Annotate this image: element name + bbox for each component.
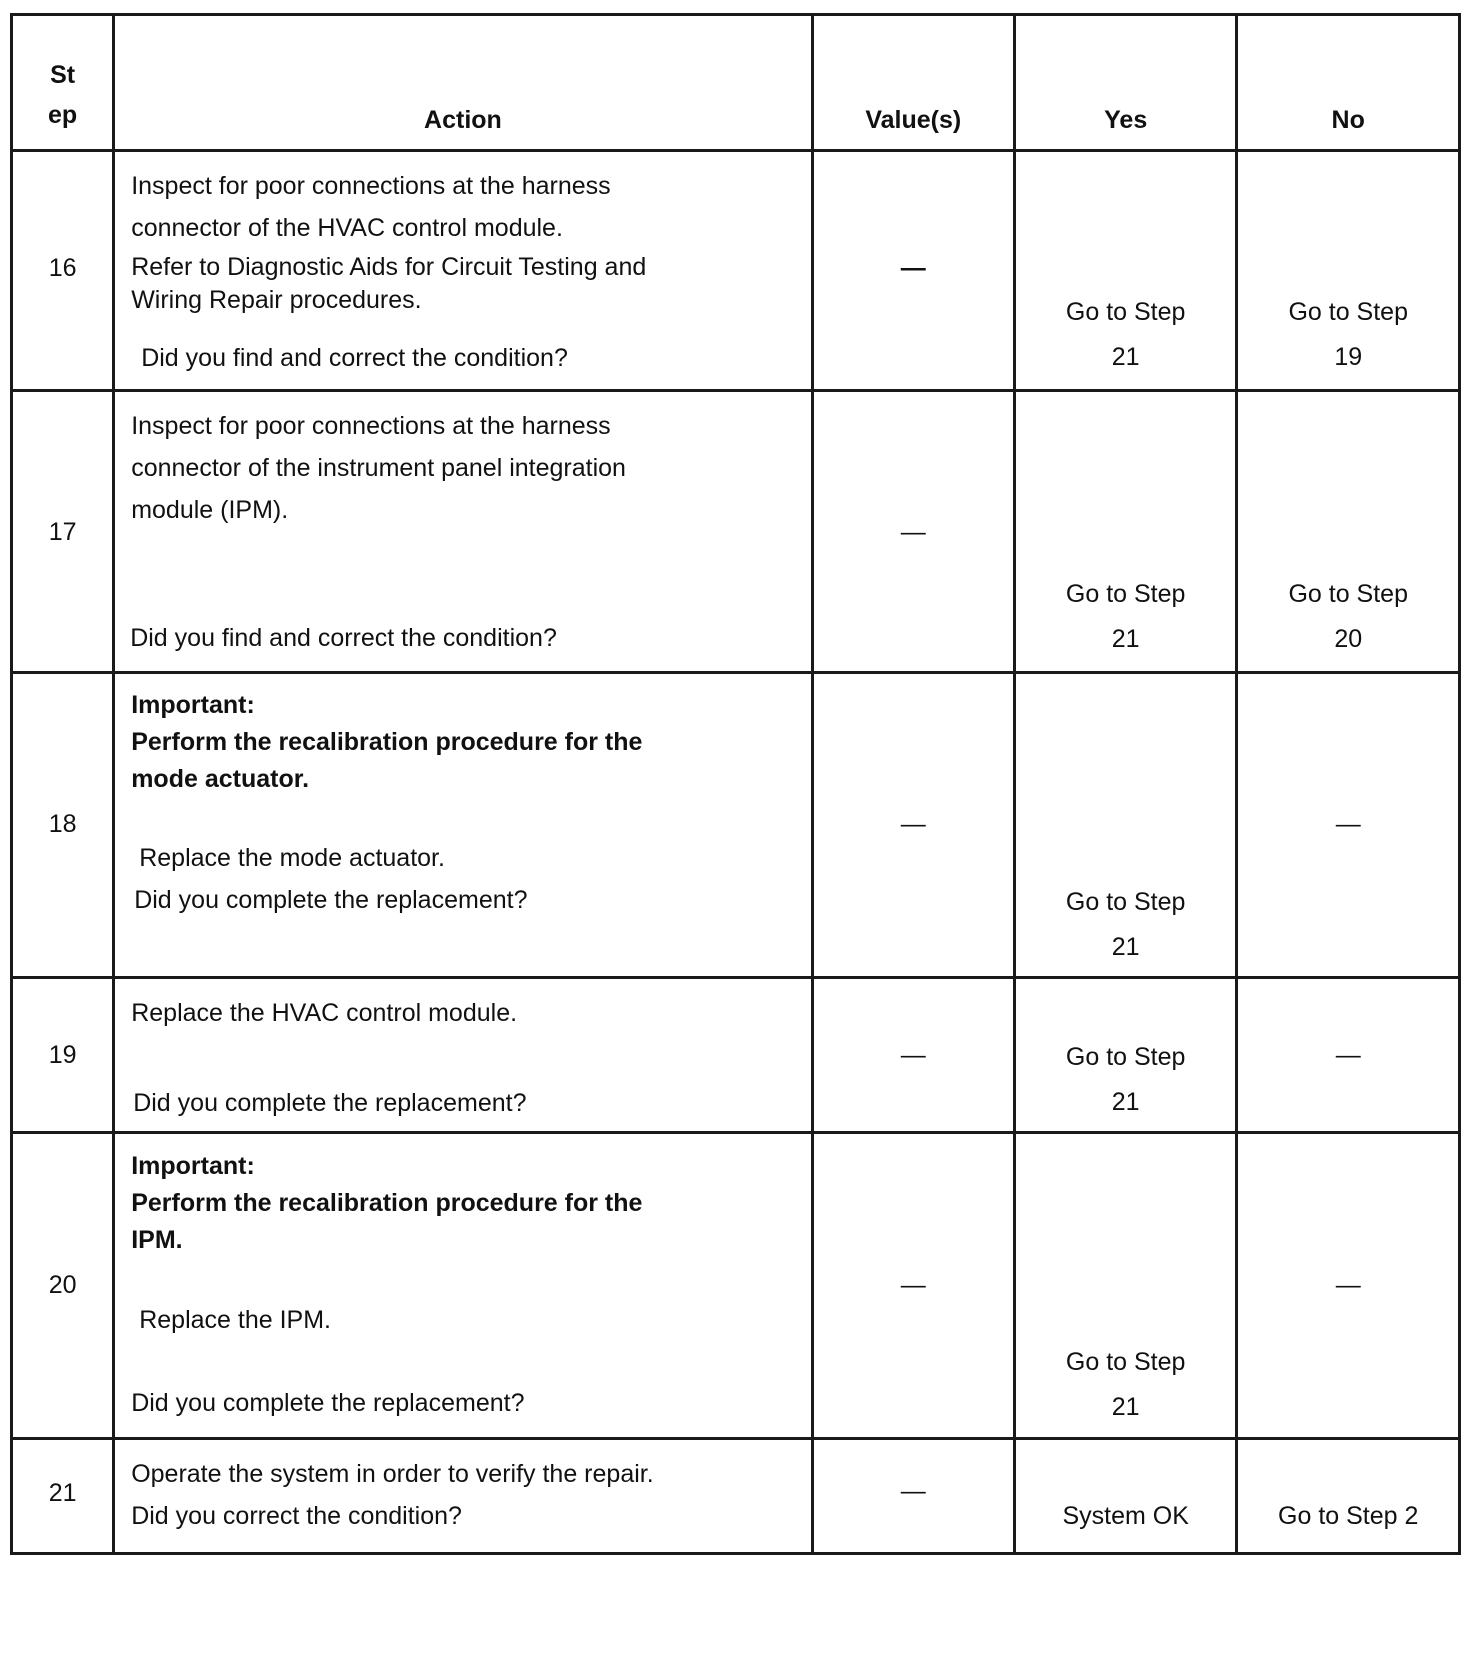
- yes-goto-step: 21: [1111, 1088, 1140, 1116]
- step-cell: [12, 673, 114, 978]
- action-line: Inspect for poor connections at the harness: [131, 172, 611, 200]
- step-number: 21: [48, 1479, 77, 1507]
- important-text: Perform the recalibration procedure for the: [131, 1189, 643, 1217]
- yes-goto-label: Go to Step: [1065, 1043, 1186, 1071]
- value-cell: [812, 1133, 1014, 1439]
- action-question: Did you complete the replacement?: [134, 886, 528, 914]
- action-question: Did you correct the condition?: [131, 1502, 462, 1530]
- yes-cell: [1014, 1439, 1237, 1554]
- yes-cell: [1014, 391, 1237, 673]
- header-yes: Yes: [1014, 15, 1237, 151]
- yes-cell: [1014, 151, 1237, 391]
- yes-goto-label: Go to Step: [1065, 298, 1186, 326]
- table-row-step-16: [12, 151, 1460, 391]
- no-goto-step: 19: [1334, 343, 1363, 371]
- action-line: module (IPM).: [131, 496, 289, 524]
- action-cell: [114, 1439, 812, 1554]
- yes-system-ok: System OK: [1062, 1502, 1189, 1530]
- yes-cell: [1014, 1133, 1237, 1439]
- action-line: Replace the mode actuator.: [139, 844, 445, 872]
- header-no: No: [1237, 15, 1460, 151]
- important-text: mode actuator.: [131, 765, 310, 793]
- value-dash: —: [900, 1477, 926, 1505]
- value-cell: [812, 391, 1014, 673]
- action-line: Wiring Repair procedures.: [131, 286, 422, 314]
- no-cell: [1237, 151, 1460, 391]
- no-dash: —: [1335, 810, 1361, 838]
- table-row-step-20: [12, 1133, 1460, 1439]
- step-cell: [12, 1439, 114, 1554]
- action-line: Operate the system in order to verify the repair.: [131, 1460, 654, 1488]
- step-cell: [12, 151, 114, 391]
- yes-goto-label: Go to Step: [1065, 580, 1186, 608]
- value-cell: [812, 1439, 1014, 1554]
- step-number: 16: [48, 254, 77, 282]
- value-dash: —: [900, 254, 926, 282]
- table-header-row: [12, 15, 1460, 151]
- no-dash: —: [1335, 1041, 1361, 1069]
- step-number: 17: [48, 518, 77, 546]
- yes-goto-label: Go to Step: [1065, 1348, 1186, 1376]
- action-question: Did you find and correct the condition?: [141, 344, 568, 372]
- header-step: St ep: [12, 15, 114, 151]
- no-cell: [1237, 978, 1460, 1133]
- step-number: 20: [48, 1271, 77, 1299]
- step-cell: [12, 1133, 114, 1439]
- yes-cell: [1014, 673, 1237, 978]
- important-label: Important:: [131, 1152, 255, 1180]
- action-question: Did you complete the replacement?: [133, 1089, 527, 1117]
- step-number: 19: [48, 1041, 77, 1069]
- no-goto-step: Go to Step 2: [1278, 1502, 1419, 1530]
- table-row-step-21: [12, 1439, 1460, 1554]
- table-row-step-18: [12, 673, 1460, 978]
- important-label: Important:: [131, 691, 255, 719]
- step-cell: [12, 391, 114, 673]
- no-dash: —: [1335, 1271, 1361, 1299]
- value-cell: [812, 151, 1014, 391]
- action-cell: [114, 151, 812, 391]
- action-line: connector of the HVAC control module.: [131, 214, 563, 242]
- value-dash: —: [900, 810, 926, 838]
- no-goto-label: Go to Step: [1288, 580, 1408, 608]
- table-row-step-19: [12, 978, 1460, 1133]
- value-cell: [812, 978, 1014, 1133]
- yes-goto-step: 21: [1111, 933, 1140, 961]
- no-goto-step: 20: [1334, 625, 1363, 653]
- step-cell: [12, 978, 114, 1133]
- yes-cell: [1014, 978, 1237, 1133]
- header-values: Value(s): [812, 15, 1014, 151]
- yes-goto-step: 21: [1111, 343, 1140, 371]
- value-dash: —: [900, 1271, 926, 1299]
- value-cell: [812, 673, 1014, 978]
- no-cell: [1237, 1439, 1460, 1554]
- action-cell: [114, 978, 812, 1133]
- action-line: Replace the HVAC control module.: [131, 999, 518, 1027]
- yes-goto-step: 21: [1111, 1393, 1140, 1421]
- table-row-step-17: [12, 391, 1460, 673]
- action-cell: [114, 391, 812, 673]
- action-line: Inspect for poor connections at the harness: [131, 412, 611, 440]
- important-text: IPM.: [131, 1226, 183, 1254]
- yes-goto-label: Go to Step: [1065, 888, 1186, 916]
- action-line: Replace the IPM.: [139, 1306, 331, 1334]
- action-cell: [114, 1133, 812, 1439]
- value-dash: —: [900, 1041, 926, 1069]
- no-cell: [1237, 1133, 1460, 1439]
- action-cell: [114, 673, 812, 978]
- yes-goto-step: 21: [1111, 625, 1140, 653]
- action-line: connector of the instrument panel integration: [131, 454, 626, 482]
- action-question: Did you complete the replacement?: [131, 1389, 525, 1417]
- important-text: Perform the recalibration procedure for the: [131, 728, 643, 756]
- value-dash: —: [900, 518, 926, 546]
- no-cell: [1237, 391, 1460, 673]
- no-goto-label: Go to Step: [1288, 298, 1408, 326]
- step-number: 18: [48, 810, 77, 838]
- action-question: Did you find and correct the condition?: [130, 624, 557, 652]
- diagnostic-steps-table: [10, 13, 1461, 1555]
- no-cell: [1237, 673, 1460, 978]
- action-line: Refer to Diagnostic Aids for Circuit Testing and: [131, 253, 647, 281]
- header-action: Action: [114, 15, 812, 151]
